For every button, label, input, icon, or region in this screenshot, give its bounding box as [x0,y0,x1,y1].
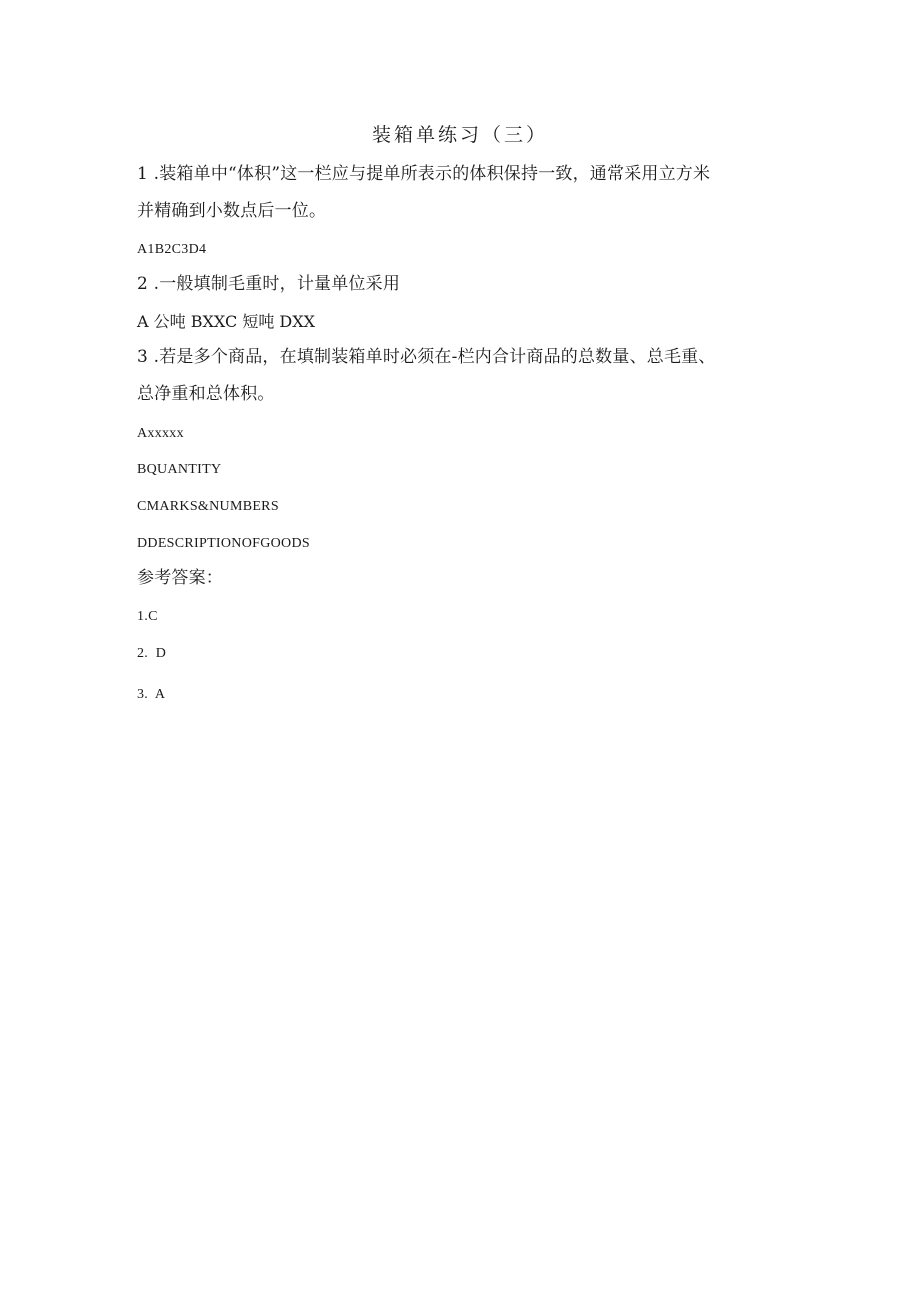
answer-item-1: 1.C [137,609,158,624]
answer-item-2: 2. D [137,646,167,661]
question-1-line-2: 并精确到小数点后一位。 [137,201,327,221]
question-3-option-a: Axxxxx [137,426,184,441]
question-3-line-2: 总净重和总体积。 [137,384,275,404]
page-title: 装箱单练习（三） [371,124,548,146]
answers-heading: 参考答案： [137,568,223,588]
question-3-line-1: 3 .若是多个商品，在填制装箱单时必须在-栏内合计商品的总数量、总毛重、 [137,347,716,367]
question-3-option-b: BQUANTITY [137,462,222,477]
question-2-options: A 公吨 BXXC 短吨 DXX [137,312,316,331]
question-1-line-1: 1 .装箱单中“体积”这一栏应与提单所表示的体积保持一致，通常采用立方米 [137,164,711,184]
question-1-options: A1B2C3D4 [137,242,207,257]
question-3-option-d: DDESCRIPTIONOFGOODS [137,536,310,551]
question-3-option-c: CMARKS&NUMBERS [137,499,279,514]
question-2-line-1: 2 .一般填制毛重时，计量单位采用 [137,274,401,294]
answer-item-3: 3. A [137,687,166,702]
